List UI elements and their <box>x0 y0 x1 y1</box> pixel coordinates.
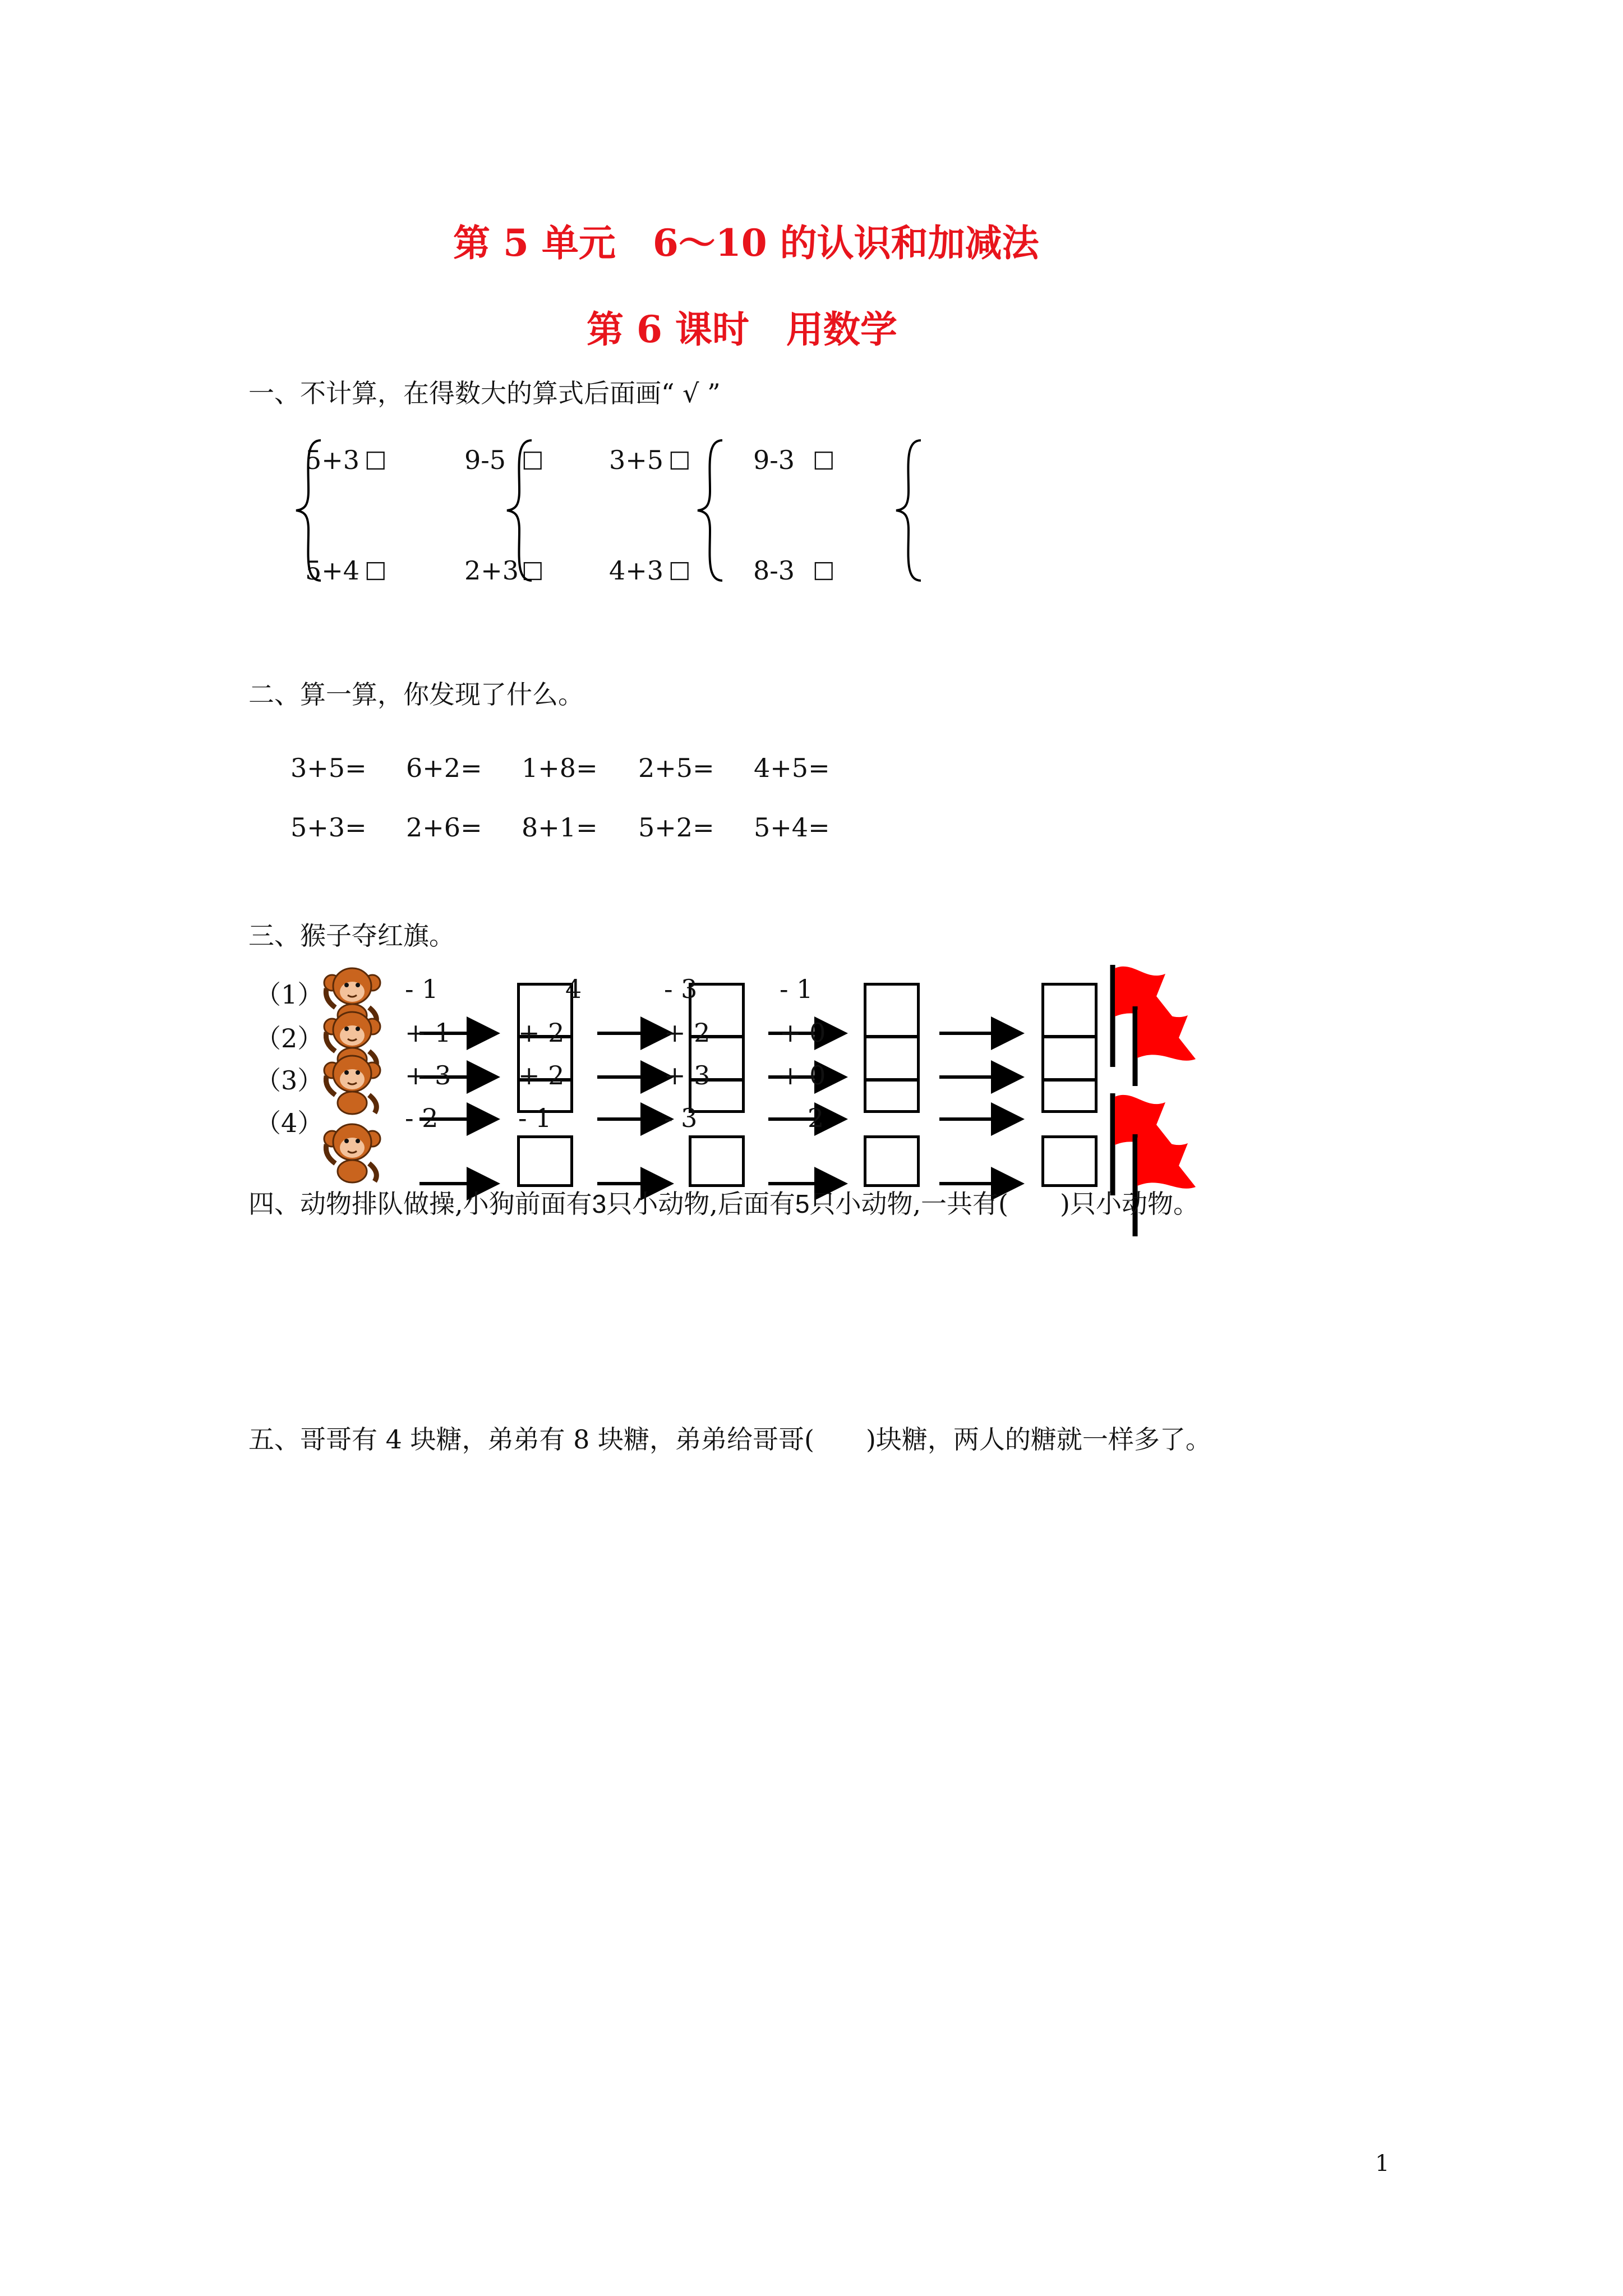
pair1-bottom-checkbox[interactable]: □ <box>365 555 387 583</box>
section4-text-c: 只小动物,一共有( )只小动物。 <box>809 1189 1199 1219</box>
op-r4-c3: - 3 <box>664 1103 698 1133</box>
op-r2-c3: + 2 <box>664 1018 711 1048</box>
op-r2-c2: + 2 <box>518 1018 565 1048</box>
section1-instruction: 一、不计算，在得数大的算式后面画“ √ ” <box>248 378 721 408</box>
pair3-bottom-checkbox[interactable]: □ <box>668 555 691 583</box>
pair2-bottom-expression: 2+3 <box>464 555 519 586</box>
pair2-top-checkbox[interactable]: □ <box>522 445 544 472</box>
section5-question: 五、哥哥有 4 块糖，弟弟有 8 块糖，弟弟给哥哥( )块糖，两人的糖就一样多了。 <box>248 1424 1211 1455</box>
pair3-top-expression: 3+5 <box>609 445 664 475</box>
op-r1-c4: - 1 <box>780 974 813 1004</box>
section4-text-b: 只小动物,后面有 <box>606 1189 795 1219</box>
op-r1-c2: 4 <box>565 974 582 1004</box>
sum-r2-c1: 5+3= <box>291 812 367 843</box>
sum-r1-c5: 4+5= <box>754 753 830 783</box>
section4-num-b: 5 <box>795 1189 810 1218</box>
section3-instruction: 三、猴子夺红旗。 <box>248 921 455 951</box>
pair1-top-checkbox[interactable]: □ <box>365 445 387 472</box>
op-r4-c2: - 1 <box>518 1103 552 1133</box>
sum-r1-c3: 1+8= <box>522 753 598 783</box>
pair4-top-expression: 9-3 <box>753 445 795 475</box>
row1-label: （1） <box>255 979 324 1010</box>
op-r3-c3: + 3 <box>664 1060 711 1091</box>
op-r3-c4: + 0 <box>780 1060 826 1091</box>
sum-r2-c5: 5+4= <box>754 812 830 843</box>
sum-r1-c2: 6+2= <box>406 753 482 783</box>
op-r2-c4: + 0 <box>780 1018 826 1048</box>
row4-label: （4） <box>255 1108 324 1138</box>
page-number: 1 <box>1375 2151 1390 2177</box>
lesson-title: 第 6 课时 用数学 <box>587 307 897 351</box>
pair1-top-expression: 5+3 <box>305 445 360 475</box>
pair4-bottom-expression: 8-3 <box>753 555 795 586</box>
row3-label: （3） <box>255 1065 324 1096</box>
section4-num-a: 3 <box>592 1189 607 1218</box>
section4-question <box>248 1184 1199 1221</box>
op-r3-c2: + 2 <box>518 1060 565 1091</box>
sum-r1-c4: 2+5= <box>638 753 714 783</box>
op-r3-c1: + 3 <box>405 1060 451 1091</box>
pair1-bottom-expression: 5+4 <box>305 555 360 586</box>
unit-title: 第 5 单元 6～10 的认识和加减法 <box>453 221 1039 265</box>
op-r4-c1: - 2 <box>405 1103 439 1133</box>
sum-r2-c2: 2+6= <box>406 812 482 843</box>
op-r1-c1: - 1 <box>405 974 439 1004</box>
pair4-top-checkbox[interactable]: □ <box>813 445 835 472</box>
sum-r2-c4: 5+2= <box>638 812 714 843</box>
op-r1-c3: - 3 <box>664 974 698 1004</box>
row2-label: （2） <box>255 1023 324 1053</box>
section2-instruction: 二、算一算，你发现了什么。 <box>248 679 584 710</box>
op-r2-c1: + 1 <box>405 1018 451 1048</box>
pair4-bottom-checkbox[interactable]: □ <box>813 555 835 583</box>
section4-text-a: 四、动物排队做操,小狗前面有 <box>248 1189 592 1219</box>
pair2-bottom-checkbox[interactable]: □ <box>522 555 544 583</box>
pair2-top-expression: 9-5 <box>464 445 506 475</box>
red-flag-icon <box>1128 1004 1212 1088</box>
sum-r2-c3: 8+1= <box>522 812 598 843</box>
op-r4-c4: 2 <box>808 1103 824 1133</box>
sum-r1-c1: 3+5= <box>291 753 367 783</box>
pair3-top-checkbox[interactable]: □ <box>668 445 691 472</box>
pair3-bottom-expression: 4+3 <box>609 555 664 586</box>
